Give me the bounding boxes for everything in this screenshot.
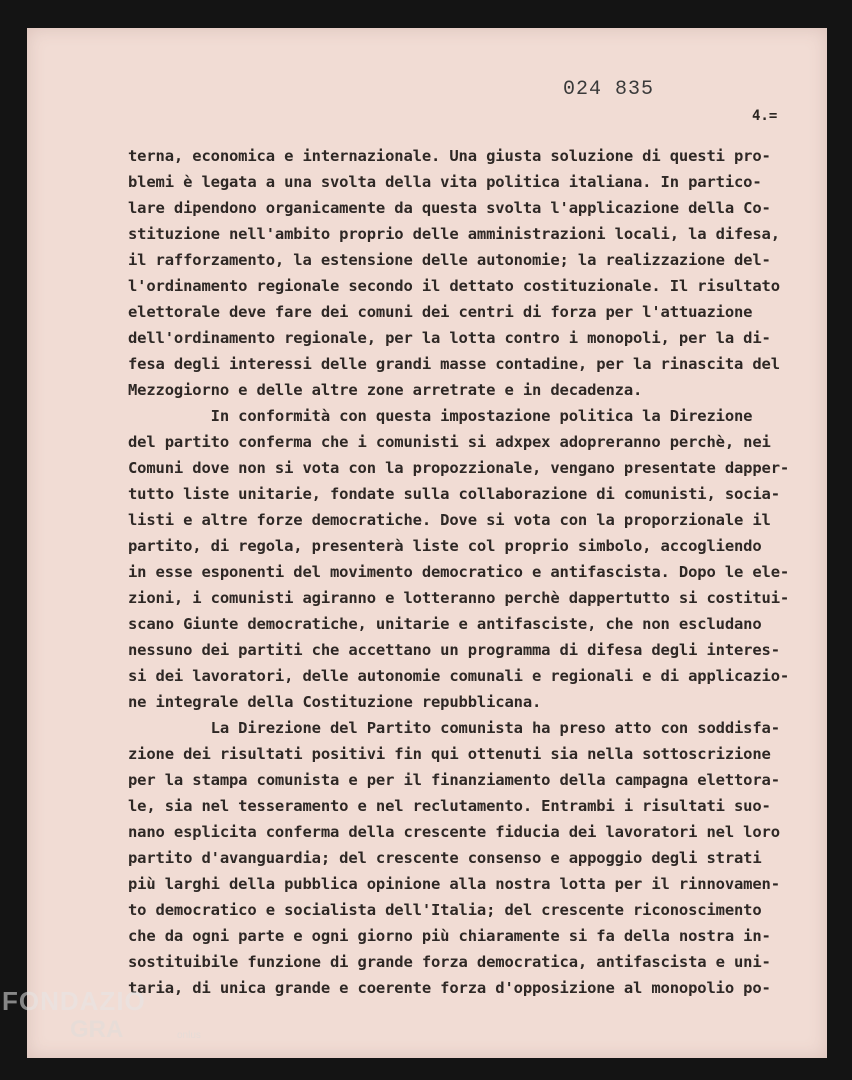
text-line: nessuno dei partiti che accettano un programma di difesa degli interes- xyxy=(128,641,780,659)
text-line: sostituibile funzione di grande forza democratica, antifascista e uni- xyxy=(128,953,771,971)
text-line: nano esplicita conferma della crescente fiducia dei lavoratori nel loro xyxy=(128,823,780,841)
text-line: partito, di regola, presenterà liste col proprio simbolo, accogliendo xyxy=(128,537,762,555)
text-line: taria, di unica grande e coerente forza d'opposizione al monopolio po- xyxy=(128,979,771,997)
text-line: partito d'avanguardia; del crescente consenso e appoggio degli strati xyxy=(128,849,762,867)
watermark-text: onlus xyxy=(177,1030,201,1041)
text-line: Comuni dove non si vota con la propozzionale, vengano presentate dapper- xyxy=(128,459,790,477)
text-line: che da ogni parte e ogni giorno più chiaramente si fa della nostra in- xyxy=(128,927,771,945)
text-line: in esse esponenti del movimento democratico e antifascista. Dopo le ele- xyxy=(128,563,790,581)
text-line: Mezzogiorno e delle altre zone arretrate e in decadenza. xyxy=(128,381,643,399)
text-line: l'ordinamento regionale secondo il dettato costituzionale. Il risultato xyxy=(128,277,780,295)
text-line: In conformità con questa impostazione politica la Direzione xyxy=(128,407,753,425)
text-line: si dei lavoratori, delle autonomie comunali e regionali e di applicazio- xyxy=(128,667,790,685)
watermark-text: GRA xyxy=(70,1016,124,1043)
text-line: più larghi della pubblica opinione alla nostra lotta per il rinnovamen- xyxy=(128,875,780,893)
text-line: La Direzione del Partito comunista ha preso atto con soddisfa- xyxy=(128,719,780,737)
text-line: listi e altre forze democratiche. Dove si vota con la proporzionale il xyxy=(128,511,771,529)
text-line: fesa degli interessi delle grandi masse contadine, per la rinascita del xyxy=(128,355,780,373)
text-line: del partito conferma che i comunisti si adxpex adopreranno perchè, nei xyxy=(128,433,771,451)
page-number: 4.= xyxy=(752,108,778,124)
text-line: scano Giunte democratiche, unitarie e antifasciste, che non escludano xyxy=(128,615,762,633)
text-line: zioni, i comunisti agiranno e lotteranno perchè dappertutto si costitui- xyxy=(128,589,790,607)
document-archive-number: 024 835 xyxy=(563,78,655,101)
text-line: ne integrale della Costituzione repubblicana. xyxy=(128,693,542,711)
text-line: tutto liste unitarie, fondate sulla collaborazione di comunisti, socia- xyxy=(128,485,780,503)
text-line: elettorale deve fare dei comuni dei centri di forza per l'attuazione xyxy=(128,303,753,321)
text-line: zione dei risultati positivi fin qui ottenuti sia nella sottoscrizione xyxy=(128,745,771,763)
text-line: terna, economica e internazionale. Una giusta soluzione di questi pro- xyxy=(128,147,771,165)
watermark-logo xyxy=(2,986,201,1043)
text-line: le, sia nel tesseramento e nel reclutamento. Entrambi i risultati suo- xyxy=(128,797,771,815)
text-line: stituzione nell'ambito proprio delle amministrazioni locali, la difesa, xyxy=(128,225,780,243)
text-line: blemi è legata a una svolta della vita politica italiana. In partico- xyxy=(128,173,762,191)
text-line: il rafforzamento, la estensione delle autonomie; la realizzazione del- xyxy=(128,251,771,269)
text-line: per la stampa comunista e per il finanziamento della campagna elettora- xyxy=(128,771,780,789)
text-line: lare dipendono organicamente da questa svolta l'applicazione della Co- xyxy=(128,199,771,217)
watermark-text: FONDAZIO xyxy=(2,986,146,1016)
text-line: to democratico e socialista dell'Italia; del crescente riconoscimento xyxy=(128,901,762,919)
text-line: dell'ordinamento regionale, per la lotta contro i monopoli, per la di- xyxy=(128,329,771,347)
